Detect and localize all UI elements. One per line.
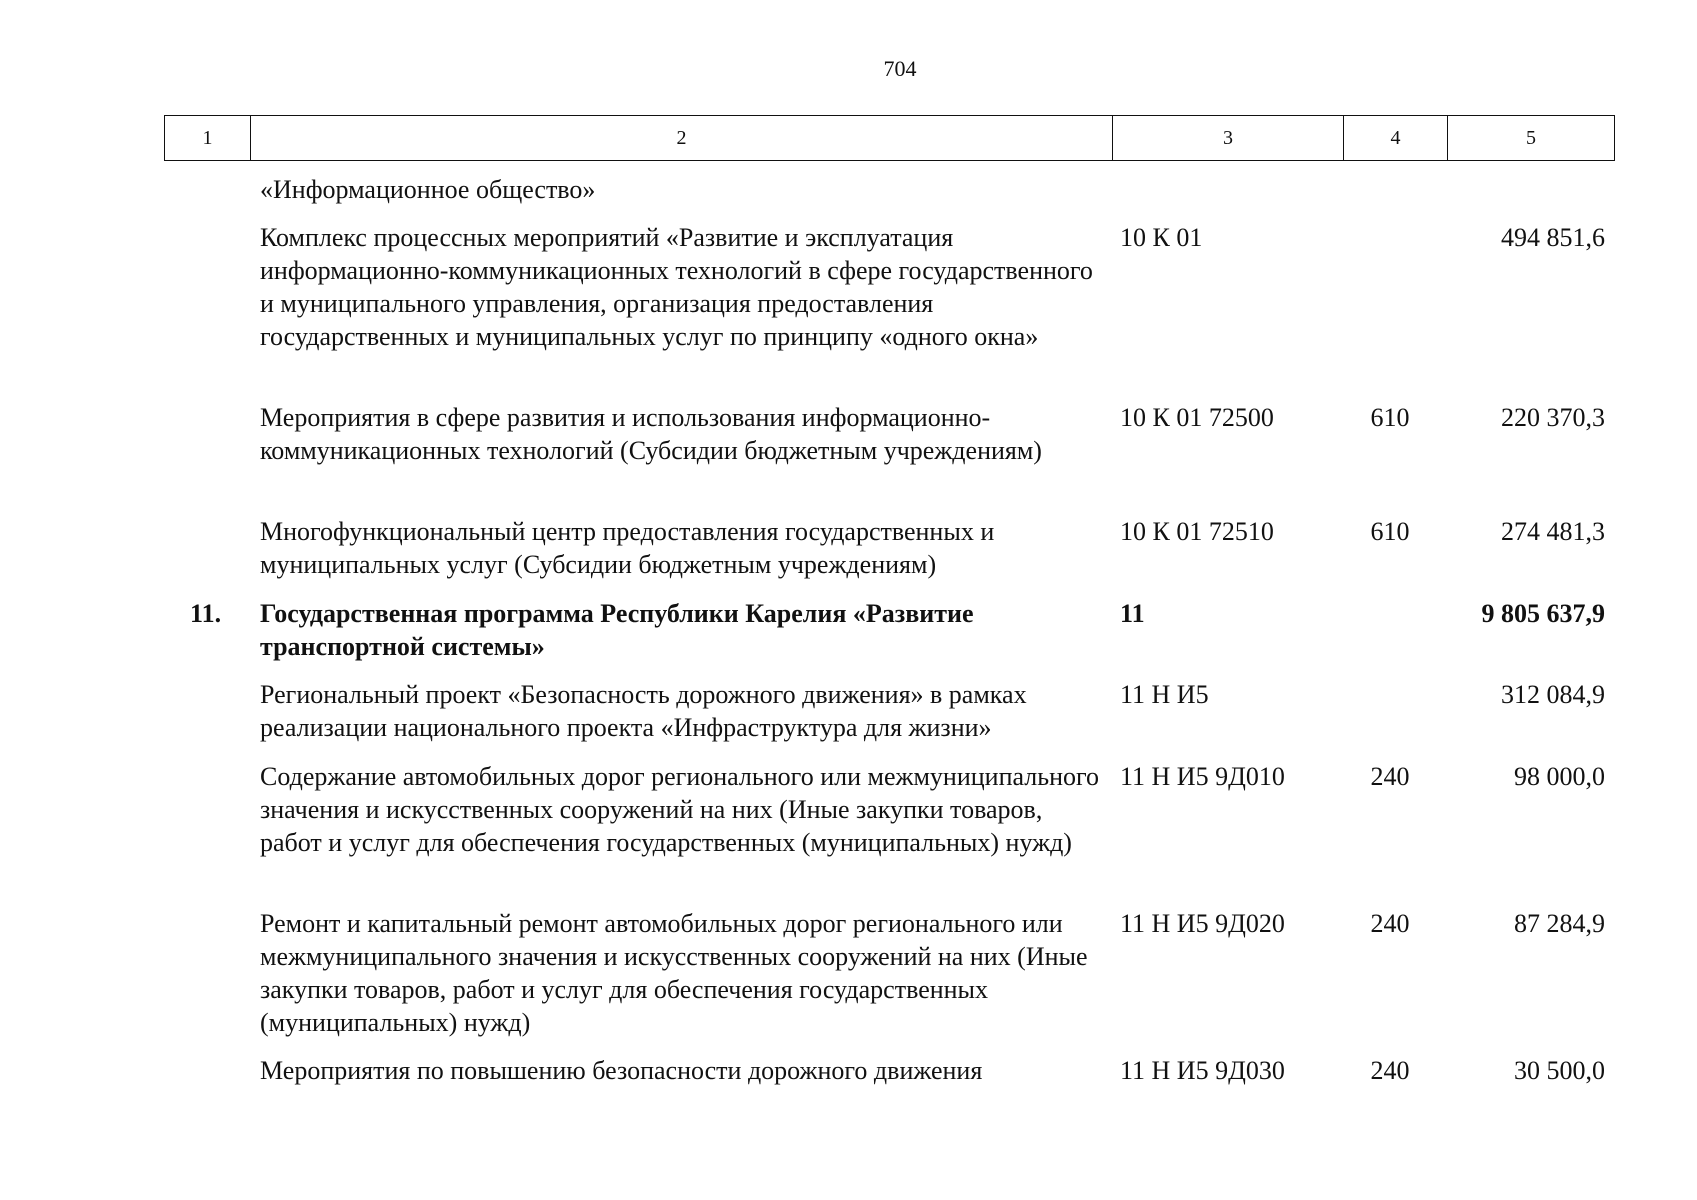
row-name: Комплекс процессных мероприятий «Развитие и эксплуатация информационно-коммуникационных технологий в сфере государственного и муниципального управления, организация предоставления государственных и муниципальных услуг по принципу «одного окна» xyxy=(260,223,1093,351)
row-expense-type: 240 xyxy=(1370,909,1410,938)
row-code: 11 Н И5 9Д020 xyxy=(1120,909,1285,938)
row-code: 11 Н И5 9Д030 xyxy=(1120,1056,1285,1085)
row-amount: 9 805 637,9 xyxy=(1481,599,1605,628)
column-header-4: 4 xyxy=(1344,116,1448,161)
row-name: «Информационное общество» xyxy=(260,175,596,204)
row-name: Государственная программа Республики Карелия «Развитие транспортной системы» xyxy=(260,599,974,661)
row-code: 10 К 01 72500 xyxy=(1120,403,1274,432)
column-header-row xyxy=(165,116,1615,161)
row-amount: 98 000,0 xyxy=(1514,762,1605,791)
row-number: 11. xyxy=(190,599,222,628)
row-amount: 274 481,3 xyxy=(1501,517,1605,546)
row-amount: 30 500,0 xyxy=(1514,1056,1605,1085)
row-expense-type: 240 xyxy=(1370,1056,1410,1085)
row-expense-type: 610 xyxy=(1370,403,1410,432)
row-amount: 312 084,9 xyxy=(1501,680,1605,709)
row-name: Мероприятия по повышению безопасности дорожного движения xyxy=(260,1056,983,1085)
row-amount: 494 851,6 xyxy=(1501,223,1605,252)
row-expense-type: 610 xyxy=(1370,517,1410,546)
row-code: 10 К 01 72510 xyxy=(1120,517,1274,546)
column-header-3: 3 xyxy=(1113,116,1344,161)
row-name: Региональный проект «Безопасность дорожного движения» в рамках реализации национального проекта «Инфраструктура для жизни» xyxy=(260,680,1027,742)
row-code: 10 К 01 xyxy=(1120,223,1203,252)
row-amount: 220 370,3 xyxy=(1501,403,1605,432)
row-amount: 87 284,9 xyxy=(1514,909,1605,938)
page-number: 704 xyxy=(883,56,917,81)
row-name: Многофункциональный центр предоставления государственных и муниципальных услуг (Субсидии бюджетным учреждениям) xyxy=(260,517,995,579)
row-expense-type: 240 xyxy=(1370,762,1410,791)
row-code: 11 xyxy=(1120,599,1145,628)
row-name: Содержание автомобильных дорог регионального или межмуниципального значения и искусственных сооружений на них (Иные закупки товаров, работ и услуг для обеспечения государственных (муниципальных) нужд) xyxy=(260,762,1100,857)
row-code: 11 Н И5 9Д010 xyxy=(1120,762,1285,791)
column-header-5: 5 xyxy=(1448,116,1615,161)
column-header-1: 1 xyxy=(165,116,251,161)
row-name: Ремонт и капитальный ремонт автомобильных дорог регионального или межмуниципального значения и искусственных сооружений на них (Иные закупки товаров, работ и услуг для обеспечения государственных (муниципальных) нужд) xyxy=(260,909,1088,1037)
row-name: Мероприятия в сфере развития и использования информационно-коммуникационных технологий (Субсидии бюджетным учреждениям) xyxy=(260,403,1042,465)
column-header-table xyxy=(164,115,1615,161)
column-header-2: 2 xyxy=(251,116,1113,161)
row-code: 11 Н И5 xyxy=(1120,680,1209,709)
